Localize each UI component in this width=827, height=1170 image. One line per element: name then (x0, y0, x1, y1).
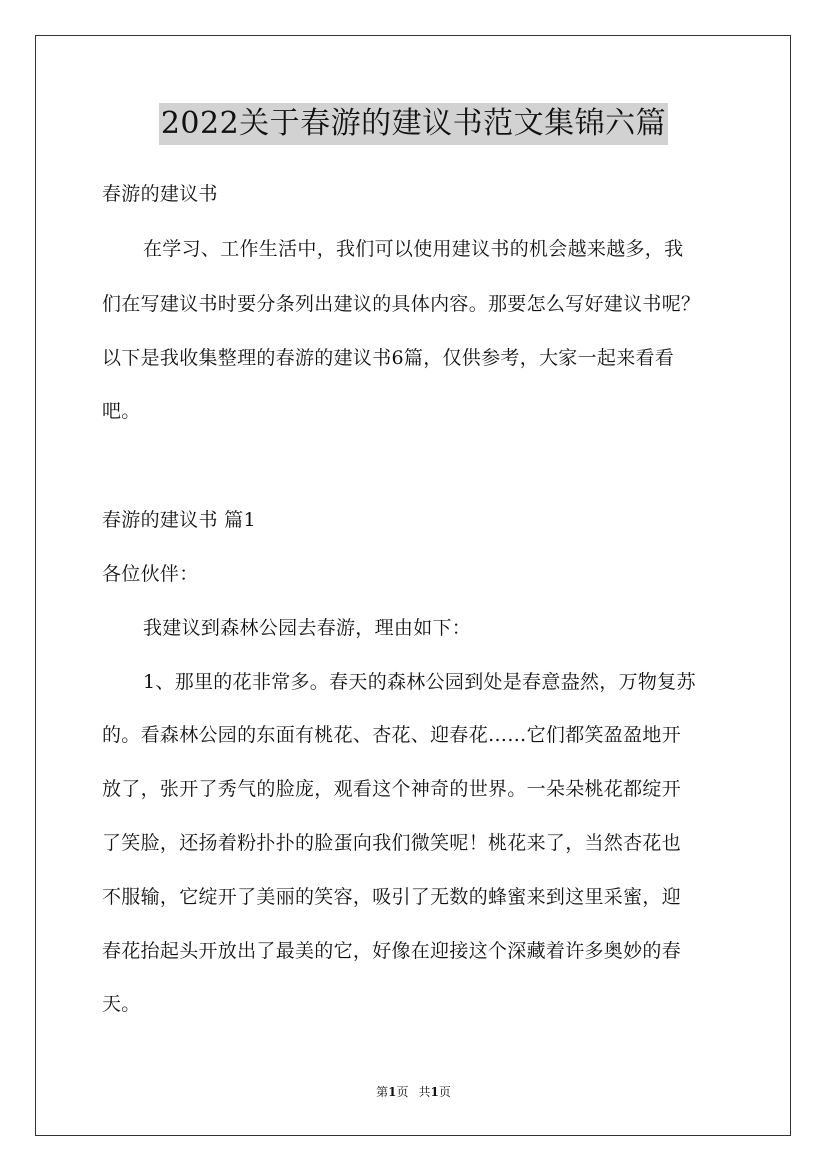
body-line-5: 了笑脸，还扬着粉扑扑的脸蛋向我们微笑呢！桃花来了，当然杏花也 (102, 832, 682, 854)
body-line-8: 天。 (102, 993, 141, 1015)
body-line-6: 不服输，它绽开了美丽的笑容，吸引了无数的蜂蜜来到这里采蜜，迎 (102, 886, 682, 908)
footer-total-number: 1 (430, 1085, 439, 1099)
footer-page-number: 1 (388, 1085, 397, 1099)
body-line-7: 春花抬起头开放出了最美的它，好像在迎接这个深藏着许多奥妙的春 (102, 940, 682, 962)
body-line-2: 1、那里的花非常多。春天的森林公园到处是春意盎然，万物复苏 (143, 671, 696, 693)
section-title: 春游的建议书 篇1 (102, 509, 256, 531)
footer-page-prefix: 第 (376, 1085, 389, 1099)
intro-line-4: 吧。 (102, 400, 141, 422)
body-line-4: 放了，张开了秀气的脸庞，观看这个神奇的世界。一朵朵桃花都绽开 (102, 778, 682, 800)
intro-line-1: 在学习、工作生活中，我们可以使用建议书的机会越来越多，我 (143, 238, 684, 260)
body-line-1: 我建议到森林公园去春游，理由如下： (143, 617, 472, 639)
footer-page-suffix: 页 (396, 1085, 409, 1099)
doc-heading: 春游的建议书 (102, 183, 218, 205)
footer-total-suffix: 页 (438, 1085, 451, 1099)
document-title: 2022关于春游的建议书范文集锦六篇 (159, 103, 668, 145)
body-line-3: 的。看森林公园的东面有桃花、杏花、迎春花……它们都笑盈盈地开 (102, 724, 682, 746)
salutation: 各位伙伴： (102, 563, 199, 585)
footer-total-prefix: 共 (418, 1085, 431, 1099)
title-container (0, 103, 827, 145)
page-footer (0, 1084, 827, 1100)
intro-line-2: 们在写建议书时要分条列出建议的具体内容。那要怎么写好建议书呢？ (102, 293, 701, 315)
intro-line-3: 以下是我收集整理的春游的建议书6篇，仅供参考，大家一起来看看 (102, 347, 675, 369)
